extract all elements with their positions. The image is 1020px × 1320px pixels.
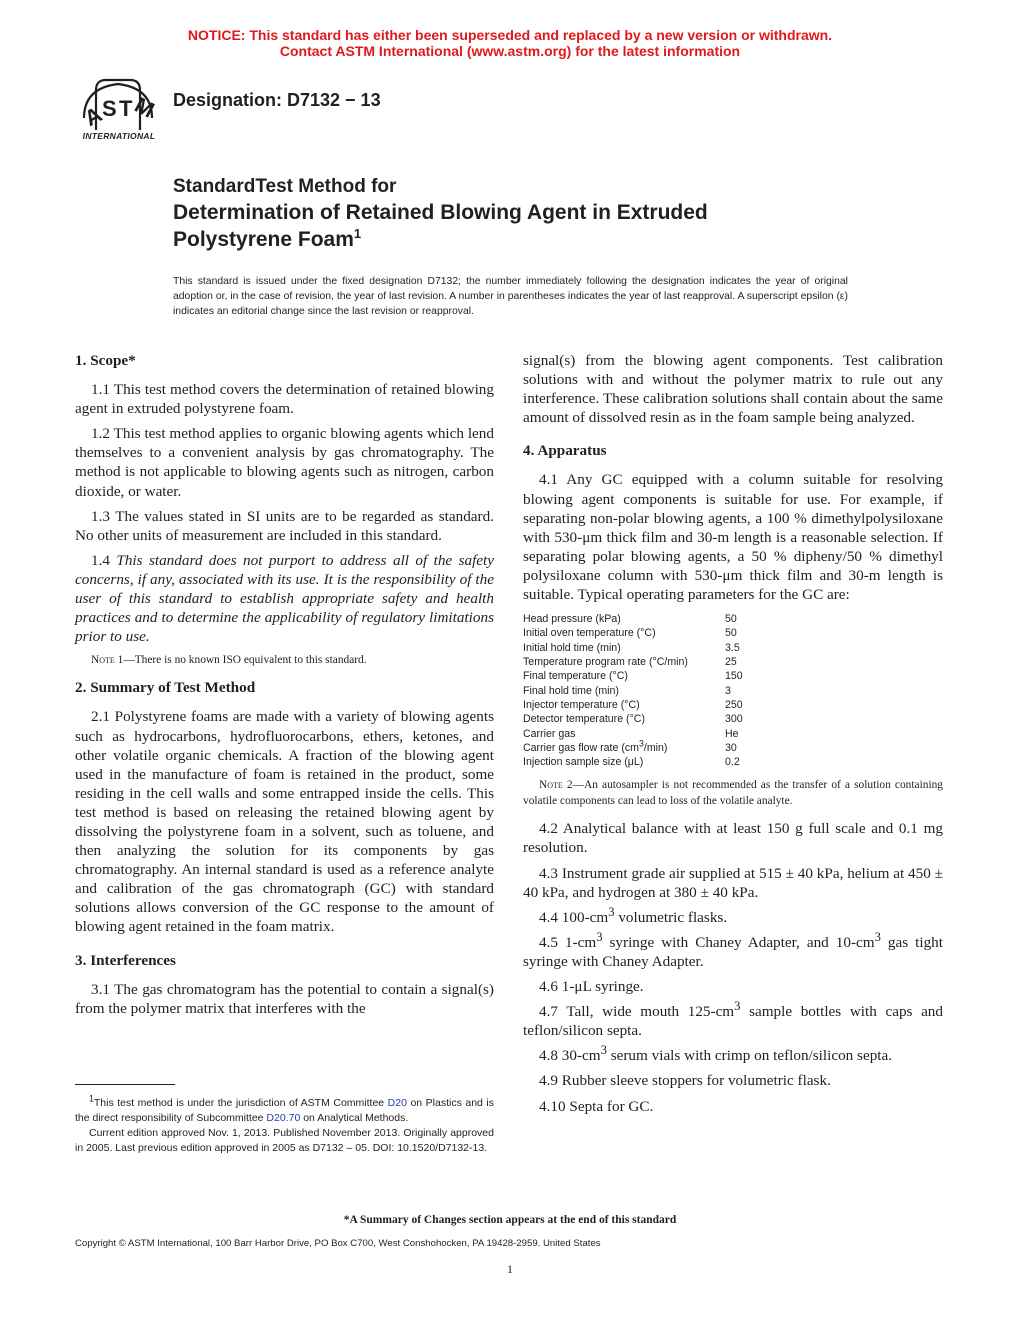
footnote-1: $^1$This test method is under the jurisdiction of ASTM Committee D20 on Plastics and is the direct responsibility of Subcommittee D20.70 on Analytical Methods.: [75, 1093, 494, 1124]
svg-text:T: T: [119, 96, 133, 121]
section-2-heading: 2. Summary of Test Method: [75, 679, 256, 697]
logo-international: INTERNATIONAL: [82, 131, 156, 141]
para-4-2: 4.2 Analytical balance with at least 150 g full scale and 0.1 mg resolution.: [523, 820, 943, 857]
document-title: [173, 175, 708, 253]
gc-param-row: Initial oven temperature (°C) 50: [523, 627, 737, 640]
right-column: [523, 351, 943, 1122]
page-number: 1: [507, 1262, 513, 1276]
para-4-5: 4.5 $1-cm^3$ syringe with Chaney Adapter, and $10-cm^3$ gas tight syringe with Chaney Adapter.: [523, 929, 943, 970]
footnote-2: Current edition approved Nov. 1, 2013. Published November 2013. Originally approved in 2005. Last previous edition approved in 2005 as D7132 – 05. DOI: 10.1520/D7132-13.: [75, 1127, 494, 1154]
para-3-1-cont: signal(s) from the blowing agent components. Test calibration solutions with and without the polymer matrix to rule out any interference. These calibration solutions shall contain about the same amount of dissolved resin as in the foam sample being analyzed.: [523, 352, 943, 427]
left-column: [75, 351, 494, 1024]
para-4-1: 4.1 Any GC equipped with a column suitable for resolving blowing agent components is suitable for use. For example, if separating non-polar blowing agents, a 100 % dimethylpolysiloxane with 530-μm thick film and 30-m length is a reasonable selection. If separating polar blowing agents, a 50 % dipheny/50 % dimethyl polysiloxane column with 530-μm thick film and 30-m length is suitable. Typical operating parameters for the GC are:: [523, 471, 943, 604]
section-3-heading: 3. Interferences: [75, 951, 176, 969]
summary-of-changes-notice: *A Summary of Changes section appears at the end of this standard: [343, 1214, 677, 1226]
designation: Designation: D7132 − 13: [173, 90, 381, 110]
para-1-4: 1.4 This standard does not purport to address all of the safety concerns, if any, associated with its use. It is the responsibility of the user of this standard to establish appropriate safety and health practices and to determine the applicability of regulatory limitations prior to use.: [75, 551, 495, 646]
para-4-9: 4.9 Rubber sleeve stoppers for volumetric flask.: [539, 1072, 831, 1090]
title-line-2: Determination of Retained Blowing Agent in Extruded: [173, 201, 708, 224]
gc-param-row: Injection sample size (μL) 0.2: [523, 756, 740, 769]
para-4-3: 4.3 Instrument grade air supplied at 515 ± 40 kPa, helium at 450 ± 40 kPa, and hydrogen at 380 ± 40 kPa.: [523, 864, 943, 901]
gc-parameters-table: [523, 612, 943, 769]
gc-param-row: Temperature program rate (°C/min) 25: [523, 656, 737, 669]
gc-param-row: Head pressure (kPa) 50: [523, 613, 737, 626]
section-1-heading: 1. Scope*: [75, 352, 136, 369]
notice-line-1: NOTICE: This standard has either been superseded and replaced by a new version or withdrawn.: [187, 27, 833, 43]
gc-param-row: Carrier gas flow rate $(cm^3/\min)$ 30: [523, 738, 737, 754]
gc-param-row: Carrier gas He: [523, 727, 739, 740]
para-1-2: 1.2 This test method applies to organic blowing agents which lend themselves to a convenient analysis by gas chromatography. The method is not applicable to blowing agents such as nitrogen, carbon dioxide, or water.: [75, 425, 494, 500]
note-1: Note 1—There is no known ISO equivalent to this standard.: [91, 654, 367, 667]
para-4-4: 4.4 $100-cm^3$ volumetric flasks.: [539, 904, 728, 926]
para-4-8: 4.8 $30-cm^3$ serum vials with crimp on teflon/silicon septa.: [539, 1043, 893, 1065]
svg-text:S: S: [102, 96, 117, 121]
subcommittee-d20-70-link[interactable]: D20.70: [266, 1112, 301, 1124]
footnote-rule: [75, 1084, 175, 1085]
note-2: Note 2—An autosampler is not recommended as the transfer of a solution containing volatile components can lead to loss of the volatile analyte.: [523, 779, 943, 808]
section-4-heading: 4. Apparatus: [523, 442, 607, 460]
gc-param-row: Final temperature (°C) 150: [523, 670, 743, 683]
copyright-line: Copyright © ASTM International, 100 Barr Harbor Drive, PO Box C700, West Conshohocken, PA 19428-2959. United States: [75, 1238, 601, 1249]
para-4-7: 4.7 Tall, wide mouth $125-cm^3$ sample bottles with caps and teflon/silicon septa.: [523, 999, 943, 1040]
gc-param-row: Detector temperature (°C) 300: [523, 713, 743, 726]
gc-param-row: Injector temperature (°C) 250: [523, 698, 743, 711]
para-1-1: 1.1 This test method covers the determination of retained blowing agent in extruded polystyrene foam.: [75, 381, 494, 418]
para-1-3: 1.3 The values stated in SI units are to be regarded as standard. No other units of measurement are included in this standard.: [75, 507, 494, 544]
gc-param-row: Initial hold time (min) 3.5: [523, 641, 740, 654]
svg-text:M: M: [130, 92, 159, 123]
title-line-1: StandardTest Method for: [173, 176, 397, 197]
para-3-1: 3.1 The gas chromatogram has the potential to contain a signal(s) from the polymer matrix that interferes with the: [75, 980, 494, 1017]
footnotes: [75, 1093, 494, 1156]
para-4-6: 4.6 1-μL syringe.: [539, 978, 644, 996]
para-4-10: 4.10 Septa for GC.: [539, 1097, 654, 1115]
para-2-1: 2.1 Polystyrene foams are made with a variety of blowing agents such as hydrocarbons, hydrofluorocarbons, ethers, ketones, and other volatile organic chemicals. A fraction of the blowing agent used in the manufacture of foam is retained in the product, some residing in the cell walls and some entrapped inside the cells. This test method is based on releasing the retained blowing agent by dissolving the polystyrene foam in a solvent, such as toluene, and then analyzing the solution for its components by gas chromatography. An internal standard is used as a reference analyte and calibration of the gas chromatograph (GC) with standard solutions allows conversion of the GC response to the amount of blowing agent retained in the foam matrix.: [75, 708, 494, 936]
title-footnote-mark: 1: [353, 226, 362, 241]
notice-line-2: Contact ASTM International (www.astm.org) for the latest information: [279, 43, 741, 59]
gc-param-row: Final hold time (min) 3: [523, 684, 731, 697]
issuance-statement: This standard is issued under the fixed designation D7132; the number immediately following the designation indicates the year of original adoption or, in the case of revision, the year of last revision. A number in parentheses indicates the year of last reapproval. A superscript epsilon (ε) indicates an editorial change since the last revision or reapproval.: [173, 276, 848, 317]
committee-d20-link[interactable]: D20: [387, 1097, 407, 1109]
svg-text:A: A: [80, 101, 107, 131]
supersession-notice: [0, 27, 1020, 59]
title-line-3: Polystyrene Foam$^1$: [173, 226, 362, 251]
